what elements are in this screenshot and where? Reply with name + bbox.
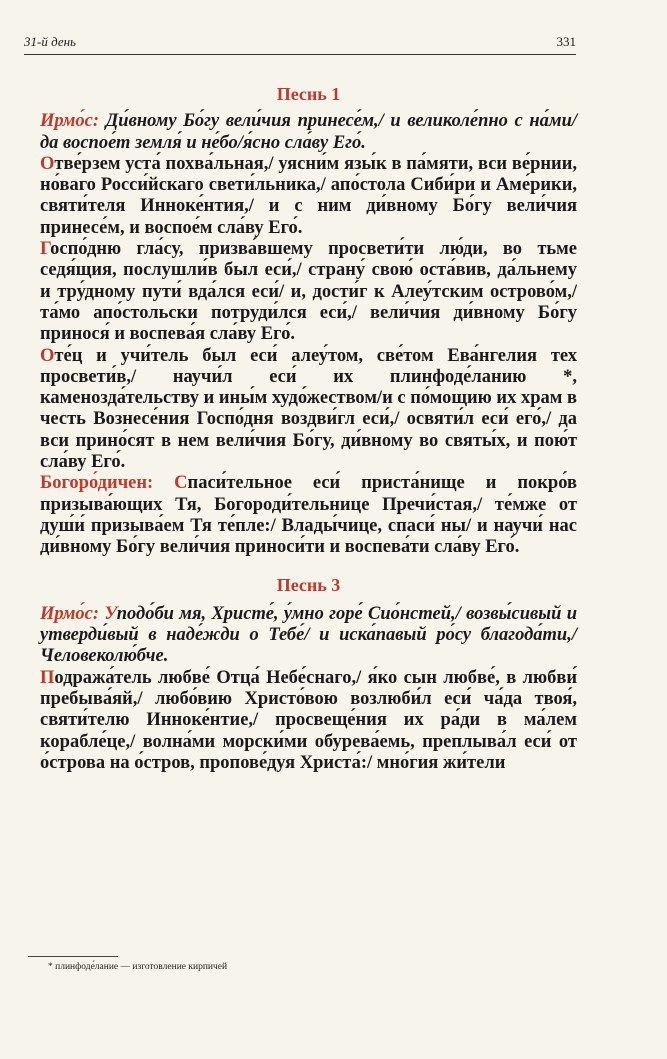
theotokion-text: паси́тельное еси́ приста́нище и покро́в призыва́ющих Тя, Богороди́тельнице Пречи́стая,/ те́мже от душ́и́ призыва́ем Тя те́пле:/ Влады́чице, спаси́ ны/ и научи́ нас ди́вному Бо́гу вели́чия приноси́ти и воспева́ти сла́ву Его́. <box>40 473 578 558</box>
song-3-troparion-1 <box>40 668 577 774</box>
theotokion-label: Богоро́дичен: <box>40 473 154 494</box>
drop-initial: Г <box>40 239 51 260</box>
troparion-text: тве́рзем уста́ похва́льная,/ уясни́м язы́к в па́мяти, вси ве́рнии, но́ваго Росси́йскаго свети́льника,/ апо́стола Сиби́ри и Аме́рики, святи́теля Инноке́нтия,/ и с ним ди́вному Бо́гу вели́чия принесе́м, и воспое́м сла́ву Его́. <box>40 153 577 238</box>
footnote <box>48 962 227 972</box>
troparion-text: те́ц и учи́тель был еси́ алеу́том, све́том Ева́нгелия тех просвети́в,/ научи́л еси́ их плинфоде́ланию *, каменозда́тельству и ины́м худо́жеством/и с по́мощию их храм в честь Вознесе́ния Госпо́дня воздви́гл еси́,/ освяти́л еси́ его́,/ да вси прино́сят в нем вели́чия Бо́гу, ди́вному во святы́х, и пою́т сла́ву Его́. <box>40 345 577 473</box>
drop-initial: О <box>40 153 55 174</box>
drop-initial: С <box>174 473 188 494</box>
running-head-title: 31-й день <box>24 34 76 49</box>
drop-initial: У <box>104 603 117 624</box>
troparion-text: оспо́дню гла́су, призва́вшему просвети́ти лю́ди, во тьме седя́щия, послушли́в был еси́,/ страну́ свою́ оста́вив, да́льнему и тру́дному пути́ вда́лся еси́/ и, дости́г к Алеу́тским острово́м,/ та́мо апо́стольски потруди́лся еси́,/ вели́чия ди́вному Бо́гу принося́ и воспева́я сла́ву Его́. <box>40 239 577 345</box>
main-text <box>40 84 577 774</box>
irmos-label: Ирмо́с: <box>40 603 100 624</box>
troparion-text: одража́тель любве́ Отца́ Небе́снаго,/ я́ко сын любве́, в любви́ пребыва́яй,/ любо́вию Христо́вою возлюби́л еси́ ча́да твоя́, святи́телю Инноке́нтие,/ просвеще́ния их ра́ди в ма́лем корабле́це,/ волна́ми морски́ми обурева́емь, преплыва́л еси́ от о́строва на о́стров, пропове́дуя Христа́:/ мно́гия жи́тели <box>40 667 577 773</box>
footnote-marker: * <box>48 962 53 972</box>
page-number: 331 <box>556 34 576 49</box>
drop-initial: П <box>40 667 55 688</box>
song-1-troparion-1 <box>40 154 577 239</box>
song-1-irmos <box>40 111 577 154</box>
song-1-troparion-2 <box>40 239 577 345</box>
footnote-text: плинфоде́лание — изготовление кирпичей <box>52 962 228 972</box>
song-1-heading: Песнь 1 <box>276 84 341 104</box>
irmos-label: Ирмо́с: <box>40 111 100 132</box>
running-head <box>24 34 576 55</box>
irmos-text: Ди́вному Бо́гу вели́чия принесе́м,/ и великоле́пно с на́ми/да воспое́т земля́ и не́бо/я́сно сла́ву Его́. <box>40 111 577 153</box>
song-3-irmos <box>40 604 577 668</box>
song-3-heading: Песнь 3 <box>276 574 341 595</box>
song-1-theotokion <box>40 473 577 558</box>
drop-initial: О <box>40 345 55 366</box>
irmos-text: подо́би мя, Христе́, у́мно горе́ Сио́нстей,/ возвы́сивый и утверди́вый в наде́жди о Тебе́/ и иска́павый ро́су благода́ти,/ Человеколю́бче. <box>40 603 577 667</box>
footnote-divider <box>28 956 118 957</box>
song-1-troparion-3 <box>40 346 577 474</box>
